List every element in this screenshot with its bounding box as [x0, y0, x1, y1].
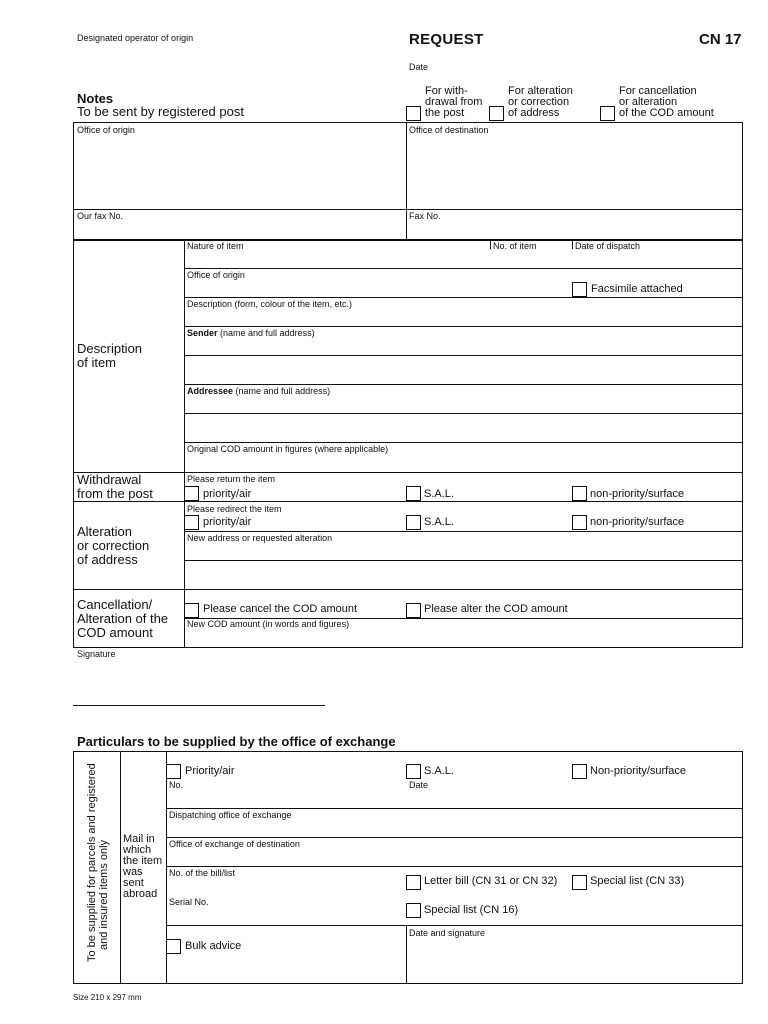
exchange-title: Particulars to be supplied by the office of exchange: [77, 734, 396, 749]
nature-of-item-field[interactable]: Nature of item: [187, 241, 244, 251]
redirect-nonpriority-label: non-priority/surface: [590, 516, 685, 528]
exchange-priority-checkbox[interactable]: [166, 764, 181, 779]
notes-text: To be sent by registered post: [77, 104, 244, 119]
sender-field[interactable]: Sender (name and full address): [187, 328, 315, 338]
date-label: Date: [409, 62, 429, 72]
our-fax-field[interactable]: Our fax No.: [77, 211, 124, 221]
letter-bill-label: Letter bill (CN 31 or CN 32): [424, 875, 558, 887]
signature-label: Signature: [77, 649, 116, 659]
description-section-label: Description of item: [77, 341, 143, 370]
addressee-field[interactable]: Addressee (name and full address): [187, 386, 331, 396]
office-destination-field[interactable]: Office of destination: [409, 125, 489, 135]
bulk-advice-checkbox[interactable]: [166, 939, 181, 954]
withdrawal-option-label: For with- drawal from the post: [425, 85, 483, 119]
fax-field[interactable]: Fax No.: [409, 211, 441, 221]
form-title: REQUEST: [409, 31, 484, 48]
facsimile-checkbox[interactable]: [572, 282, 587, 297]
return-item-label: Please return the item: [187, 474, 276, 484]
new-cod-field[interactable]: New COD amount (in words and figures): [187, 619, 350, 629]
letter-bill-checkbox[interactable]: [406, 875, 421, 890]
special-list-16-checkbox[interactable]: [406, 903, 421, 918]
operator-label: Designated operator of origin: [77, 33, 194, 43]
exchange-priority-label: Priority/air: [185, 765, 235, 777]
return-nonpriority-label: non-priority/surface: [590, 488, 685, 500]
office-origin-field[interactable]: Office of origin: [77, 125, 135, 135]
main-box: [73, 240, 743, 648]
exchange-nonpriority-label: Non-priority/surface: [590, 765, 686, 777]
mail-sent-label: Mail in which the item was sent abroad: [123, 833, 163, 900]
size-note: Size 210 x 297 mm: [73, 993, 142, 1002]
withdrawal-section-label: Withdrawal from the post: [77, 472, 153, 501]
alter-cod-label: Please alter the COD amount: [424, 603, 568, 615]
exchange-date-field[interactable]: Date: [409, 780, 429, 790]
addresses-box: [73, 122, 743, 240]
special-list-33-label: Special list (CN 33): [590, 875, 685, 887]
facsimile-label: Facsimile attached: [591, 283, 683, 295]
exchange-nonpriority-checkbox[interactable]: [572, 764, 587, 779]
alteration-section-label: Alteration or correction of address: [77, 524, 150, 567]
alter-cod-checkbox[interactable]: [406, 603, 421, 618]
serial-number-field[interactable]: Serial No.: [169, 897, 209, 907]
cancel-cod-label: Please cancel the COD amount: [203, 603, 358, 615]
exchange-sal-checkbox[interactable]: [406, 764, 421, 779]
return-sal-checkbox[interactable]: [406, 486, 421, 501]
redirect-sal-label: S.A.L.: [424, 516, 454, 528]
item-description-field[interactable]: Description (form, colour of the item, etc.): [187, 299, 353, 309]
destination-office-field[interactable]: Office of exchange of destination: [169, 839, 300, 849]
signature-line[interactable]: [73, 705, 325, 706]
exchange-vertical-note: To be supplied for parcels and registered and insured items only: [86, 763, 110, 962]
return-sal-label: S.A.L.: [424, 488, 454, 500]
original-cod-field[interactable]: Original COD amount in figures (where applicable): [187, 444, 389, 454]
return-priority-label: priority/air: [203, 488, 252, 500]
exchange-no-field[interactable]: No.: [169, 780, 184, 790]
alteration-option-label: For alteration or correction of address: [508, 85, 573, 119]
date-signature-field[interactable]: Date and signature: [409, 928, 486, 938]
redirect-sal-checkbox[interactable]: [406, 515, 421, 530]
redirect-priority-label: priority/air: [203, 516, 252, 528]
date-of-dispatch-field[interactable]: Date of dispatch: [575, 241, 641, 251]
cancellation-section-label: Cancellation/ Alteration of the COD amount: [77, 597, 169, 640]
special-list-33-checkbox[interactable]: [572, 875, 587, 890]
notes-title: Notes: [77, 91, 114, 106]
bulk-advice-label: Bulk advice: [185, 940, 242, 952]
cancellation-option-checkbox[interactable]: [600, 106, 615, 121]
cancellation-option-label: For cancellation or alteration of the COD amount: [619, 85, 714, 119]
bill-number-field[interactable]: No. of the bill/list: [169, 868, 236, 878]
cancel-cod-checkbox[interactable]: [184, 603, 199, 618]
return-nonpriority-checkbox[interactable]: [572, 486, 587, 501]
redirect-nonpriority-checkbox[interactable]: [572, 515, 587, 530]
alteration-option-checkbox[interactable]: [489, 106, 504, 121]
form-code: CN 17: [699, 31, 742, 48]
no-of-item-field[interactable]: No. of item: [493, 241, 537, 251]
withdrawal-option-checkbox[interactable]: [406, 106, 421, 121]
exchange-sal-label: S.A.L.: [424, 765, 454, 777]
redirect-item-label: Please redirect the item: [187, 504, 282, 514]
dispatching-office-field[interactable]: Dispatching office of exchange: [169, 810, 292, 820]
redirect-priority-checkbox[interactable]: [184, 515, 199, 530]
return-priority-checkbox[interactable]: [184, 486, 199, 501]
special-list-16-label: Special list (CN 16): [424, 904, 519, 916]
new-address-field[interactable]: New address or requested alteration: [187, 533, 333, 543]
item-office-origin-field[interactable]: Office of origin: [187, 270, 245, 280]
